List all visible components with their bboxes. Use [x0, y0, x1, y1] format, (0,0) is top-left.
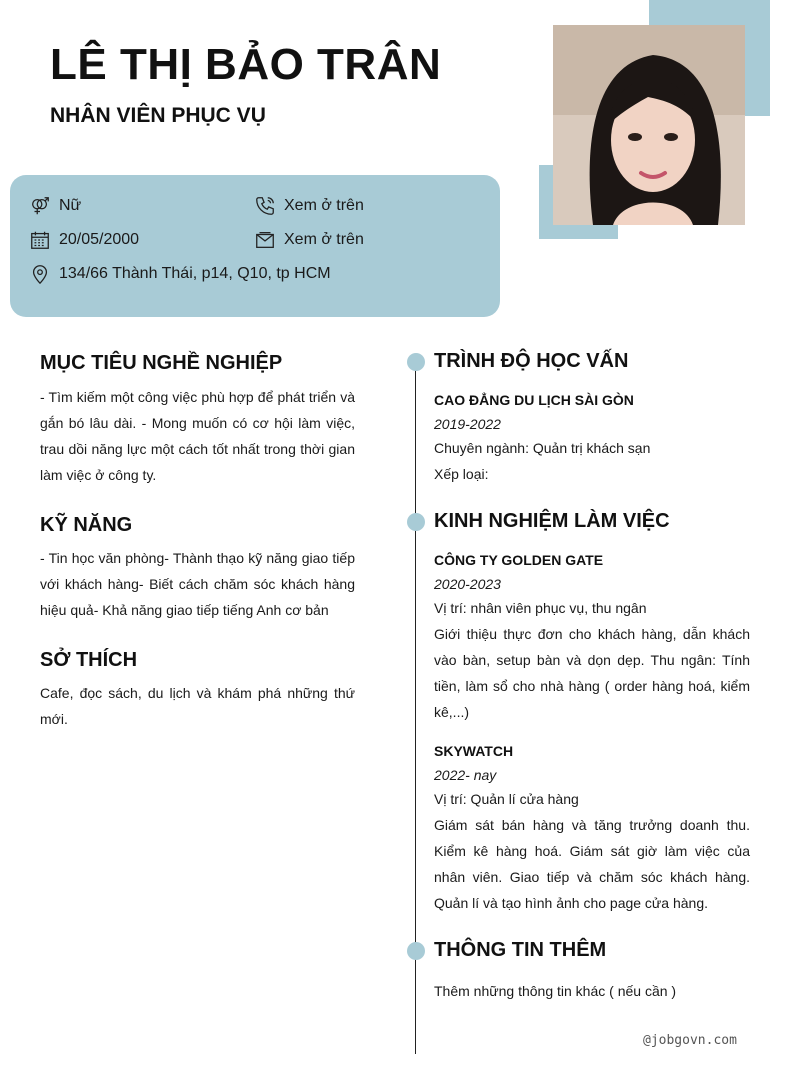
footer-watermark: @jobgovn.com [643, 1033, 737, 1048]
phone-icon [254, 195, 276, 217]
education-school: CAO ĐẲNG DU LỊCH SÀI GÒN [434, 392, 634, 408]
objective-text: - Tìm kiếm một công việc phù hợp để phát triển và gắn bó lâu dài. - Mong muốn có cơ hội làm việc, trau dồi năng lực một cách tốt nhất trong thời gian làm việc ở công ty. [40, 389, 355, 483]
phone-row [254, 195, 364, 217]
email-icon [254, 229, 276, 251]
profile-photo-image [553, 25, 745, 225]
job-company: SKYWATCH [434, 743, 514, 759]
job-period: 2020-2023 [434, 576, 501, 592]
timeline-dot-education [407, 353, 425, 371]
job-position: Vị trí: Quản lí cửa hàng [434, 791, 579, 807]
additional-text: Thêm những thông tin khác ( nếu cần ) [434, 983, 677, 999]
profile-photo [553, 25, 745, 225]
email-value: Xem ở trên [284, 231, 364, 248]
contact-info-box [10, 175, 500, 317]
location-icon [29, 263, 51, 285]
address-row [29, 263, 331, 285]
experience-title: KINH NGHIỆM LÀM VIỆC [434, 510, 670, 532]
education-period: 2019-2022 [434, 416, 501, 432]
job-company: CÔNG TY GOLDEN GATE [434, 552, 604, 568]
job-description: Giám sát bán hàng và tăng trưởng doanh thu. Kiểm kê hàng hoá. Giám sát giờ làm việc của nhân viên. Giao tiếp và chăm sóc khách hàng. Quản lí và tạo hình ảnh cho page cửa hàng. [434, 817, 750, 911]
job-title: NHÂN VIÊN PHỤC VỤ [50, 104, 266, 127]
education-title: TRÌNH ĐỘ HỌC VẤN [434, 350, 629, 372]
address-value: 134/66 Thành Thái, p14, Q10, tp HCM [59, 265, 331, 282]
job-description: Giới thiệu thực đơn cho khách hàng, dẫn khách vào bàn, setup bàn và dọn dẹp. Thu ngân: Tính tiền, làm sổ cho nhà hàng ( order hàng hoá, kiểm kê,...) [434, 626, 750, 720]
skills-title: KỸ NĂNG [40, 514, 133, 536]
education-grade: Xếp loại: [434, 466, 489, 482]
education-major: Chuyên ngành: Quản trị khách sạn [434, 440, 651, 456]
gender-icon [29, 195, 51, 217]
job-position: Vị trí: nhân viên phục vụ, thu ngân [434, 600, 647, 616]
candidate-name: LÊ THỊ BẢO TRÂN [50, 40, 442, 89]
email-row [254, 229, 364, 251]
timeline-dot-experience [407, 513, 425, 531]
objective-title: MỤC TIÊU NGHỀ NGHIỆP [40, 352, 283, 374]
birthday-value: 20/05/2000 [59, 231, 140, 248]
job-period: 2022- nay [434, 767, 497, 783]
birthday-row [29, 229, 139, 251]
phone-value: Xem ở trên [284, 197, 364, 214]
additional-title: THÔNG TIN THÊM [434, 939, 607, 961]
hobbies-title: SỞ THÍCH [40, 649, 138, 671]
gender-row [29, 195, 81, 217]
timeline-dot-additional [407, 942, 425, 960]
skills-text: - Tin học văn phòng- Thành thạo kỹ năng giao tiếp với khách hàng- Biết cách chăm sóc khách hàng hiệu quả- Khả năng giao tiếp tiếng Anh cơ bản [40, 550, 355, 618]
calendar-icon [29, 229, 51, 251]
hobbies-text: Cafe, đọc sách, du lịch và khám phá những thứ mới. [40, 685, 355, 727]
gender-value: Nữ [59, 197, 82, 214]
